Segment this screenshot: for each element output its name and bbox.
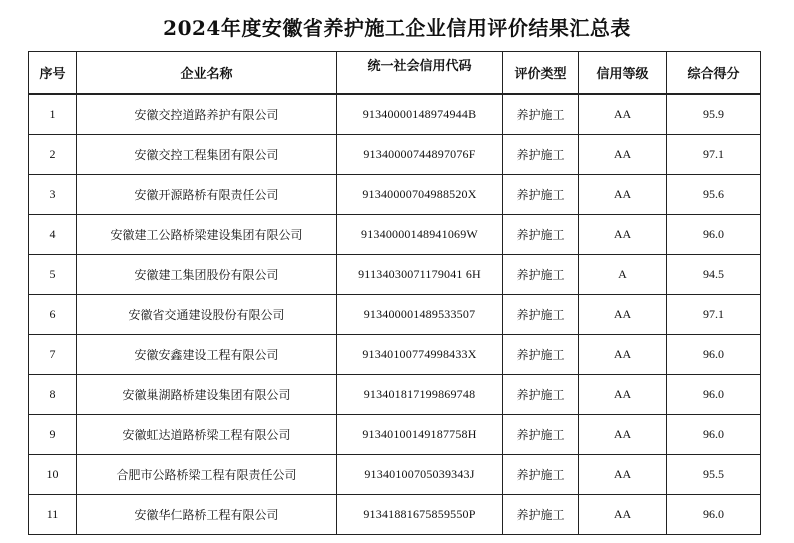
cell-company-name: 安徽建工公路桥梁建设集团有限公司 bbox=[77, 215, 337, 255]
cell-evaluation-type: 养护施工 bbox=[503, 495, 579, 535]
cell-credit-level: AA bbox=[579, 94, 667, 135]
table-row bbox=[29, 375, 761, 415]
cell-company-name: 安徽安鑫建设工程有限公司 bbox=[77, 335, 337, 375]
cell-index: 11 bbox=[29, 495, 77, 535]
cell-evaluation-type: 养护施工 bbox=[503, 175, 579, 215]
cell-score: 95.5 bbox=[667, 455, 761, 495]
table-row bbox=[29, 215, 761, 255]
cell-credit-level: AA bbox=[579, 135, 667, 175]
table-row bbox=[29, 175, 761, 215]
cell-credit-code: 91134030071179041 6H bbox=[337, 255, 503, 295]
cell-index: 4 bbox=[29, 215, 77, 255]
cell-credit-code: 913401817199869748 bbox=[337, 375, 503, 415]
cell-company-name: 安徽省交通建设股份有限公司 bbox=[77, 295, 337, 335]
header-evaluation-type: 评价类型 bbox=[503, 52, 579, 95]
cell-company-name: 安徽建工集团股份有限公司 bbox=[77, 255, 337, 295]
cell-credit-code: 913400001489533507 bbox=[337, 295, 503, 335]
table-row bbox=[29, 455, 761, 495]
cell-company-name: 合肥市公路桥梁工程有限责任公司 bbox=[77, 455, 337, 495]
cell-credit-code: 91340000148974944B bbox=[337, 94, 503, 135]
cell-evaluation-type: 养护施工 bbox=[503, 94, 579, 135]
cell-score: 97.1 bbox=[667, 295, 761, 335]
table-row bbox=[29, 295, 761, 335]
cell-credit-level: AA bbox=[579, 335, 667, 375]
cell-credit-level: AA bbox=[579, 215, 667, 255]
cell-credit-level: AA bbox=[579, 415, 667, 455]
cell-credit-code: 91340100705039343J bbox=[337, 455, 503, 495]
header-credit-level: 信用等级 bbox=[579, 52, 667, 95]
cell-credit-level: AA bbox=[579, 295, 667, 335]
cell-evaluation-type: 养护施工 bbox=[503, 255, 579, 295]
page-title: 2024年度安徽省养护施工企业信用评价结果汇总表 bbox=[163, 16, 631, 40]
cell-evaluation-type: 养护施工 bbox=[503, 295, 579, 335]
table-header-row bbox=[29, 52, 761, 95]
cell-score: 95.9 bbox=[667, 94, 761, 135]
cell-company-name: 安徽开源路桥有限责任公司 bbox=[77, 175, 337, 215]
cell-credit-code: 91340100149187758H bbox=[337, 415, 503, 455]
table-row bbox=[29, 335, 761, 375]
cell-score: 94.5 bbox=[667, 255, 761, 295]
cell-company-name: 安徽华仁路桥工程有限公司 bbox=[77, 495, 337, 535]
credit-results-table bbox=[28, 51, 761, 535]
header-credit-code: 统一社会信用代码 bbox=[337, 52, 503, 95]
cell-credit-code: 91340000148941069W bbox=[337, 215, 503, 255]
table-row bbox=[29, 495, 761, 535]
cell-score: 96.0 bbox=[667, 215, 761, 255]
cell-credit-level: A bbox=[579, 255, 667, 295]
cell-index: 2 bbox=[29, 135, 77, 175]
cell-company-name: 安徽交控道路养护有限公司 bbox=[77, 94, 337, 135]
cell-index: 3 bbox=[29, 175, 77, 215]
cell-score: 96.0 bbox=[667, 335, 761, 375]
header-score: 综合得分 bbox=[667, 52, 761, 95]
table-row bbox=[29, 255, 761, 295]
cell-index: 7 bbox=[29, 335, 77, 375]
cell-evaluation-type: 养护施工 bbox=[503, 335, 579, 375]
cell-company-name: 安徽巢湖路桥建设集团有限公司 bbox=[77, 375, 337, 415]
cell-company-name: 安徽交控工程集团有限公司 bbox=[77, 135, 337, 175]
cell-score: 96.0 bbox=[667, 375, 761, 415]
table-row bbox=[29, 94, 761, 135]
cell-evaluation-type: 养护施工 bbox=[503, 455, 579, 495]
cell-evaluation-type: 养护施工 bbox=[503, 135, 579, 175]
cell-index: 8 bbox=[29, 375, 77, 415]
cell-evaluation-type: 养护施工 bbox=[503, 215, 579, 255]
cell-index: 6 bbox=[29, 295, 77, 335]
cell-credit-code: 91340000744897076F bbox=[337, 135, 503, 175]
cell-score: 96.0 bbox=[667, 415, 761, 455]
cell-evaluation-type: 养护施工 bbox=[503, 375, 579, 415]
cell-credit-level: AA bbox=[579, 375, 667, 415]
cell-index: 10 bbox=[29, 455, 77, 495]
header-index: 序号 bbox=[29, 52, 77, 95]
cell-score: 96.0 bbox=[667, 495, 761, 535]
cell-credit-level: AA bbox=[579, 495, 667, 535]
table-row bbox=[29, 135, 761, 175]
cell-index: 1 bbox=[29, 94, 77, 135]
cell-credit-level: AA bbox=[579, 175, 667, 215]
cell-credit-code: 91341881675859550P bbox=[337, 495, 503, 535]
cell-index: 9 bbox=[29, 415, 77, 455]
cell-company-name: 安徽虹达道路桥梁工程有限公司 bbox=[77, 415, 337, 455]
cell-score: 97.1 bbox=[667, 135, 761, 175]
header-company-name: 企业名称 bbox=[77, 52, 337, 95]
table-body bbox=[29, 94, 761, 535]
cell-credit-code: 91340000704988520X bbox=[337, 175, 503, 215]
cell-index: 5 bbox=[29, 255, 77, 295]
cell-credit-code: 91340100774998433X bbox=[337, 335, 503, 375]
table-row bbox=[29, 415, 761, 455]
cell-score: 95.6 bbox=[667, 175, 761, 215]
cell-evaluation-type: 养护施工 bbox=[503, 415, 579, 455]
cell-credit-level: AA bbox=[579, 455, 667, 495]
